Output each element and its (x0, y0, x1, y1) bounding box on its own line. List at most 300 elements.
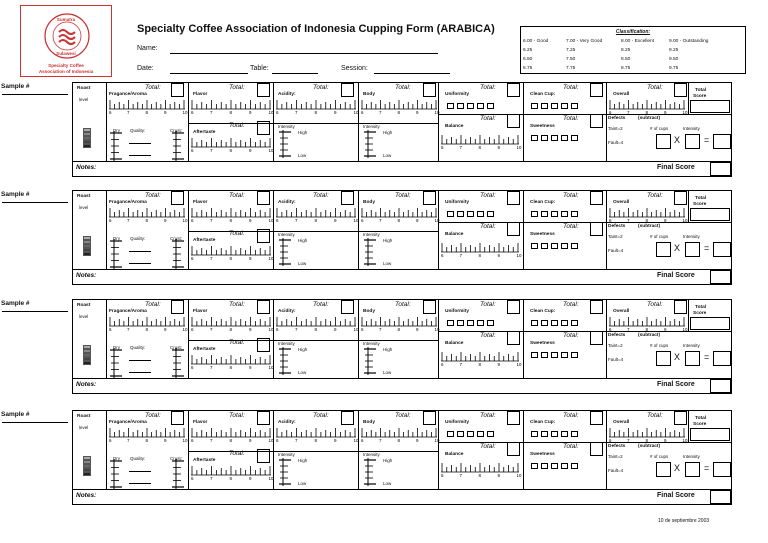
classification-cell: 6.75 (523, 66, 533, 71)
overall-label: Overall (613, 309, 630, 314)
cup-checkbox[interactable] (467, 211, 474, 217)
classification-cell: 8.50 (621, 57, 631, 62)
scale-tick-label: 10 (434, 438, 440, 443)
acidity-intensity-slider[interactable] (278, 130, 292, 158)
overall-label: Overall (613, 92, 630, 97)
total-box[interactable] (590, 300, 603, 314)
defect-intensity-box[interactable] (685, 351, 700, 366)
cup-checkbox[interactable] (487, 431, 494, 437)
column-divider (606, 191, 607, 269)
total-label: Total: (145, 192, 161, 199)
table-field[interactable] (272, 73, 318, 74)
cup-checkbox[interactable] (541, 431, 548, 437)
flavor-label: Flavor (193, 92, 208, 97)
total-label: Total: (229, 122, 245, 129)
total-score-box[interactable] (690, 317, 730, 330)
roast-swatch[interactable] (83, 361, 91, 365)
total-box[interactable] (590, 442, 603, 456)
body-scale[interactable] (359, 208, 439, 222)
cup-checkbox[interactable] (561, 352, 568, 358)
total-box[interactable] (257, 300, 270, 314)
level-label: level (79, 205, 89, 210)
defects-label: Defects (608, 116, 626, 121)
cup-checkbox[interactable] (457, 103, 464, 109)
cup-checkbox[interactable] (541, 463, 548, 469)
defect-total-box[interactable] (713, 462, 731, 477)
scale-tick-label: 7 (459, 362, 463, 367)
classification-cell: 6.50 (523, 57, 533, 62)
scale-tick-label: 7 (210, 438, 213, 443)
total-label: Total: (647, 301, 663, 308)
scale-tick-label: 7 (379, 327, 382, 332)
total-score-label-2: Score (693, 202, 707, 207)
total-label: Total: (563, 301, 579, 308)
scale-tick-label: 10 (268, 110, 274, 115)
roast-swatch[interactable] (83, 252, 91, 256)
dry-slider[interactable] (109, 459, 123, 489)
cup-checkboxes (447, 320, 494, 326)
total-box[interactable] (507, 191, 520, 205)
quality-field[interactable] (129, 483, 151, 484)
scale-tick-label: 6 (441, 473, 444, 478)
scale-tick-label: 9 (164, 218, 167, 223)
roast-swatch[interactable] (83, 144, 91, 148)
cup-checkbox[interactable] (487, 320, 494, 326)
scale-tick-label: 8 (229, 438, 233, 443)
scale-tick-label: 10 (182, 218, 188, 223)
acidity-intensity-label: Intensity (278, 341, 295, 346)
scale-tick-label: 8 (478, 362, 482, 367)
cup-checkbox[interactable] (467, 431, 474, 437)
scale-tick-label: 6 (276, 218, 279, 223)
flavor-scale[interactable] (189, 428, 273, 442)
total-box[interactable] (507, 331, 520, 345)
total-box[interactable] (171, 411, 184, 425)
total-box[interactable] (423, 191, 436, 205)
column-divider (523, 83, 524, 161)
body-scale[interactable] (359, 428, 439, 442)
overall-scale[interactable] (607, 208, 687, 222)
final-score-label: Final Score (657, 381, 695, 388)
sample-number-field[interactable] (2, 311, 68, 312)
cup-checkbox[interactable] (541, 320, 548, 326)
roast-level-swatches[interactable] (83, 345, 91, 365)
cup-checkbox[interactable] (561, 103, 568, 109)
cup-checkbox[interactable] (551, 463, 558, 469)
cup-checkbox[interactable] (531, 211, 538, 217)
total-box[interactable] (257, 338, 270, 352)
cup-checkbox[interactable] (447, 320, 454, 326)
total-score-divider (688, 411, 689, 442)
total-box[interactable] (674, 411, 687, 425)
notes-label: Notes: (76, 381, 97, 388)
total-box[interactable] (257, 449, 270, 463)
balance-scale[interactable] (439, 463, 521, 477)
overall-scale[interactable] (607, 428, 687, 442)
cup-checkbox[interactable] (457, 320, 464, 326)
total-box[interactable] (171, 300, 184, 314)
fragrance-scale[interactable] (107, 317, 187, 331)
sample-number-label: Sample # (1, 300, 30, 307)
total-box[interactable] (257, 121, 270, 135)
total-label: Total: (229, 301, 245, 308)
dry-label: Dry (113, 128, 120, 133)
balance-scale[interactable] (439, 135, 521, 149)
total-box[interactable] (507, 83, 520, 97)
classification-cell: 9.00 - Outstanding (669, 39, 709, 44)
quality-field[interactable] (129, 263, 151, 264)
defect-cups-box[interactable] (656, 134, 671, 149)
scale-tick-label: 9 (497, 145, 501, 150)
acidity-scale[interactable] (274, 428, 358, 442)
total-box[interactable] (674, 83, 687, 97)
flavor-scale[interactable] (189, 100, 273, 114)
classification-cell: 6.00 - Good (523, 39, 549, 44)
acidity-intensity-slider[interactable] (278, 238, 292, 266)
total-box[interactable] (341, 300, 354, 314)
scale-tick-label: 9 (664, 327, 667, 332)
total-box[interactable] (423, 300, 436, 314)
equals-sign: = (704, 463, 710, 473)
roast-level-swatches[interactable] (83, 456, 91, 476)
total-box[interactable] (507, 442, 520, 456)
quality-field[interactable] (129, 471, 151, 472)
total-box[interactable] (257, 191, 270, 205)
balance-scale[interactable] (439, 352, 521, 366)
defect-total-box[interactable] (713, 242, 731, 257)
quality-field[interactable] (129, 143, 151, 144)
column-divider (438, 191, 439, 269)
scale-tick-label: 8 (229, 110, 233, 115)
crust-slider[interactable] (171, 239, 185, 269)
sample-number-field[interactable] (2, 202, 68, 203)
cup-checkbox[interactable] (571, 463, 578, 469)
total-box[interactable] (590, 191, 603, 205)
flavor-scale[interactable] (189, 317, 273, 331)
final-score-box[interactable] (710, 379, 731, 393)
body-low-label: Low (383, 153, 392, 158)
total-box[interactable] (674, 191, 687, 205)
total-box[interactable] (590, 411, 603, 425)
quality-field[interactable] (129, 372, 151, 373)
cup-checkbox[interactable] (457, 431, 464, 437)
cup-checkbox[interactable] (447, 211, 454, 217)
aftertaste-scale[interactable] (189, 466, 273, 480)
total-box[interactable] (341, 411, 354, 425)
logo-org-line1: Specialty Coffee (48, 63, 84, 68)
total-box[interactable] (341, 191, 354, 205)
body-high-label: High (383, 238, 393, 243)
cup-checkbox[interactable] (541, 103, 548, 109)
acidity-scale[interactable] (274, 208, 358, 222)
logo-ring-top: Sumatra (56, 17, 76, 22)
total-box[interactable] (507, 300, 520, 314)
body-high-label: High (383, 130, 393, 135)
fragrance-label: Fragance/Aroma (109, 309, 147, 314)
cup-checkbox[interactable] (541, 352, 548, 358)
cup-checkbox[interactable] (531, 463, 538, 469)
acidity-label: Acidity: (278, 309, 296, 314)
total-box[interactable] (257, 83, 270, 97)
cup-checkbox[interactable] (561, 431, 568, 437)
cup-checkbox[interactable] (551, 431, 558, 437)
crust-slider[interactable] (171, 348, 185, 378)
cup-checkbox[interactable] (571, 352, 578, 358)
total-score-label-2: Score (693, 422, 707, 427)
body-intensity-slider[interactable] (363, 238, 377, 266)
body-high-label: High (383, 347, 393, 352)
total-score-box[interactable] (690, 428, 730, 441)
total-label: Total: (563, 192, 579, 199)
final-score-box[interactable] (710, 490, 731, 504)
cup-checkbox[interactable] (487, 103, 494, 109)
cup-checkbox[interactable] (477, 320, 484, 326)
body-intensity-label: Intensity (363, 124, 380, 129)
total-box[interactable] (507, 222, 520, 236)
cup-checkbox[interactable] (531, 243, 538, 249)
cup-checkbox[interactable] (571, 320, 578, 326)
body-intensity-label: Intensity (363, 341, 380, 346)
cup-checkbox[interactable] (571, 431, 578, 437)
quality-field[interactable] (129, 360, 151, 361)
total-box[interactable] (171, 83, 184, 97)
multiply-sign: X (674, 352, 681, 362)
roast-level-swatches[interactable] (83, 236, 91, 256)
cup-checkbox[interactable] (531, 431, 538, 437)
cup-checkbox[interactable] (531, 135, 538, 141)
total-box[interactable] (674, 300, 687, 314)
flavor-scale[interactable] (189, 208, 273, 222)
dry-slider[interactable] (109, 348, 123, 378)
cup-checkbox[interactable] (561, 463, 568, 469)
aftertaste-scale[interactable] (189, 138, 273, 152)
acidity-intensity-slider[interactable] (278, 347, 292, 375)
scale-tick-label: 10 (682, 438, 688, 443)
scale-tick-label: 10 (434, 218, 440, 223)
scale-tick-label: 10 (268, 218, 274, 223)
cup-checkbox[interactable] (571, 243, 578, 249)
final-score-box[interactable] (710, 270, 731, 284)
acidity-scale[interactable] (274, 100, 358, 114)
fragrance-scale[interactable] (107, 100, 187, 114)
total-box[interactable] (590, 83, 603, 97)
acidity-high-label: High (298, 238, 308, 243)
sample-block (0, 299, 732, 394)
scale-tick-label: 9 (334, 438, 337, 443)
cup-checkbox[interactable] (561, 211, 568, 217)
body-low-label: Low (383, 370, 392, 375)
scale-tick-label: 8 (645, 110, 649, 115)
defect-cups-box[interactable] (656, 351, 671, 366)
body-intensity-slider[interactable] (363, 458, 377, 486)
total-label: Total: (229, 339, 245, 346)
sample-number-field[interactable] (2, 422, 68, 423)
scale-tick-label: 8 (145, 438, 149, 443)
scale-tick-label: 10 (353, 110, 359, 115)
defect-intensity-label: Intensity (683, 454, 700, 459)
fragrance-scale[interactable] (107, 208, 187, 222)
body-intensity-slider[interactable] (363, 347, 377, 375)
multiply-sign: X (674, 243, 681, 253)
overall-scale[interactable] (607, 317, 687, 331)
cup-checkbox[interactable] (561, 135, 568, 141)
scale-tick-label: 8 (145, 327, 149, 332)
name-field[interactable] (170, 53, 438, 54)
roast-label: Roast (77, 194, 91, 199)
crust-slider[interactable] (171, 459, 185, 489)
defect-total-box[interactable] (713, 351, 731, 366)
cup-checkbox[interactable] (561, 243, 568, 249)
sample-number-field[interactable] (2, 94, 68, 95)
defect-total-box[interactable] (713, 134, 731, 149)
cup-checkbox[interactable] (541, 243, 548, 249)
acidity-low-label: Low (298, 153, 307, 158)
scale-tick-label: 9 (497, 362, 501, 367)
defect-cups-box[interactable] (656, 242, 671, 257)
scale-tick-label: 8 (397, 438, 401, 443)
body-scale[interactable] (359, 317, 439, 331)
roast-swatch[interactable] (83, 472, 91, 476)
scale-tick-label: 6 (191, 327, 194, 332)
date-field[interactable] (170, 73, 248, 74)
cup-checkbox[interactable] (551, 211, 558, 217)
scale-tick-label: 6 (276, 438, 279, 443)
cup-checkbox[interactable] (561, 320, 568, 326)
scale-tick-label: 10 (682, 327, 688, 332)
cup-checkbox[interactable] (531, 103, 538, 109)
aftertaste-scale[interactable] (189, 355, 273, 369)
cup-checkbox[interactable] (571, 135, 578, 141)
cup-checkbox[interactable] (487, 211, 494, 217)
dry-slider[interactable] (109, 239, 123, 269)
cup-checkbox[interactable] (477, 103, 484, 109)
scale-tick-label: 7 (210, 365, 213, 370)
total-box[interactable] (507, 411, 520, 425)
classification-cell: 8.75 (621, 66, 631, 71)
roast-level-swatches[interactable] (83, 128, 91, 148)
cup-checkbox[interactable] (541, 211, 548, 217)
roast-label: Roast (77, 414, 91, 419)
final-score-box[interactable] (710, 162, 731, 176)
total-box[interactable] (507, 114, 520, 128)
cup-checkbox[interactable] (531, 352, 538, 358)
cup-checkbox[interactable] (551, 135, 558, 141)
scale-tick-label: 8 (478, 473, 482, 478)
total-box[interactable] (257, 411, 270, 425)
scale-tick-label: 9 (164, 438, 167, 443)
acidity-scale[interactable] (274, 317, 358, 331)
subtract-label: (subtract) (638, 333, 661, 338)
cup-checkbox[interactable] (477, 431, 484, 437)
defect-cups-box[interactable] (656, 462, 671, 477)
body-scale[interactable] (359, 100, 439, 114)
clean-cup-label: Clean Cup: (530, 92, 556, 97)
cup-checkbox[interactable] (551, 352, 558, 358)
aftertaste-label: Aftertaste (193, 130, 216, 135)
cup-checkbox[interactable] (551, 243, 558, 249)
scale-tick-label: 6 (109, 327, 112, 332)
subtract-label: (subtract) (638, 116, 661, 121)
scale-tick-label: 10 (353, 327, 359, 332)
scale-tick-label: 6 (609, 218, 612, 223)
classification-cell: 6.25 (523, 48, 533, 53)
cup-checkbox[interactable] (467, 320, 474, 326)
total-label: Total: (229, 192, 245, 199)
row-divider (606, 114, 731, 115)
cup-checkbox[interactable] (551, 320, 558, 326)
sample-block (0, 82, 732, 177)
notes-label: Notes: (76, 164, 97, 171)
cup-checkbox[interactable] (447, 103, 454, 109)
scale-tick-label: 9 (249, 256, 252, 261)
cup-checkboxes (531, 103, 578, 109)
total-box[interactable] (590, 222, 603, 236)
total-box[interactable] (590, 331, 603, 345)
defects-label: Defects (608, 224, 626, 229)
crust-slider[interactable] (171, 131, 185, 161)
defect-intensity-box[interactable] (685, 134, 700, 149)
scale-tick-label: 6 (191, 148, 194, 153)
roast-label: Roast (77, 86, 91, 91)
acidity-low-label: Low (298, 261, 307, 266)
balance-scale[interactable] (439, 243, 521, 257)
acidity-intensity-slider[interactable] (278, 458, 292, 486)
acidity-label: Acidity: (278, 420, 296, 425)
roast-label: Roast (77, 303, 91, 308)
dry-slider[interactable] (109, 131, 123, 161)
scale-tick-label: 6 (109, 438, 112, 443)
total-box[interactable] (171, 191, 184, 205)
total-box[interactable] (257, 229, 270, 243)
total-box[interactable] (341, 83, 354, 97)
cup-checkbox[interactable] (531, 320, 538, 326)
total-score-box[interactable] (690, 208, 730, 221)
fragrance-scale[interactable] (107, 428, 187, 442)
total-score-box[interactable] (690, 100, 730, 113)
cup-checkbox[interactable] (467, 103, 474, 109)
session-field[interactable] (374, 73, 450, 74)
defect-intensity-box[interactable] (685, 462, 700, 477)
scale-tick-label: 6 (109, 110, 112, 115)
quality-field[interactable] (129, 251, 151, 252)
cup-checkbox[interactable] (477, 211, 484, 217)
body-intensity-slider[interactable] (363, 130, 377, 158)
logo-org-line2: Association of Indonesia (38, 69, 94, 74)
cup-checkbox[interactable] (571, 103, 578, 109)
fault-label: Fault=4 (608, 248, 624, 253)
quality-field[interactable] (129, 155, 151, 156)
cup-checkbox[interactable] (541, 135, 548, 141)
total-label: Total: (647, 192, 663, 199)
scale-tick-label: 6 (191, 476, 194, 481)
total-box[interactable] (423, 83, 436, 97)
overall-scale[interactable] (607, 100, 687, 114)
total-box[interactable] (590, 114, 603, 128)
scale-tick-label: 9 (664, 110, 667, 115)
cup-checkbox[interactable] (457, 211, 464, 217)
cup-checkboxes (531, 211, 578, 217)
aftertaste-scale[interactable] (189, 246, 273, 260)
acidity-label: Acidity: (278, 92, 296, 97)
cup-checkbox[interactable] (447, 431, 454, 437)
total-box[interactable] (423, 411, 436, 425)
quality-label: Quality: (130, 236, 146, 241)
scale-tick-label: 6 (276, 327, 279, 332)
scale-tick-label: 6 (361, 327, 364, 332)
cup-checkbox[interactable] (551, 103, 558, 109)
defect-intensity-box[interactable] (685, 242, 700, 257)
cup-checkbox[interactable] (571, 211, 578, 217)
